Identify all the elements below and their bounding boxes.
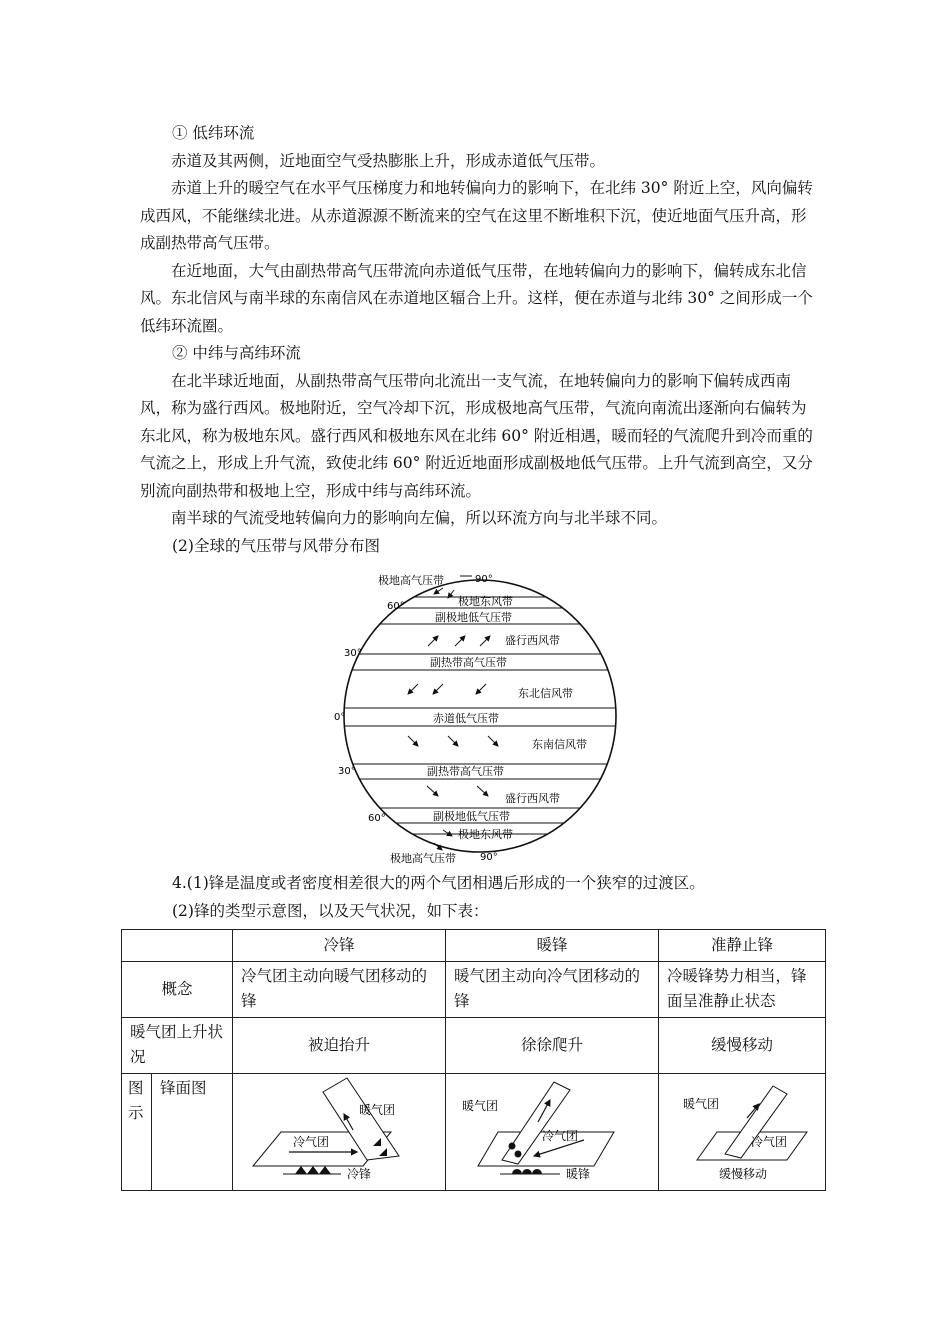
heading-low-latitude: ① 低纬环流 bbox=[172, 124, 255, 142]
paragraph-front-types: (2)锋的类型示意图，以及天气状况，如下表： bbox=[172, 901, 489, 920]
label-polar-high-top: 极地高气压带 bbox=[378, 574, 444, 587]
belt-westerlies-n: 盛行西风带 bbox=[505, 634, 560, 647]
belt-ne-trades: 东北信风带 bbox=[518, 687, 573, 700]
table-header-empty bbox=[122, 930, 233, 962]
belt-westerlies-s: 盛行西风带 bbox=[505, 792, 560, 805]
heading-mid-high-latitude: ② 中纬与高纬环流 bbox=[172, 344, 301, 362]
label-polar-high-bottom: 极地高气压带 bbox=[390, 852, 456, 865]
belt-equatorial-low: 赤道低气压带 bbox=[433, 712, 499, 725]
row-label-front-figure: 锋面图 bbox=[151, 1074, 232, 1191]
section-fronts-intro bbox=[140, 870, 820, 925]
label-lat-30-s: 30° bbox=[338, 766, 356, 777]
paragraph: 南半球的气流受地转偏向力的影响向左偏，所以环流方向与北半球不同。 bbox=[171, 509, 668, 527]
stationary-fig-label: 缓慢移动 bbox=[719, 1167, 768, 1181]
cell-warm-front-figure bbox=[446, 1074, 659, 1191]
cold-front-diagram bbox=[241, 1074, 437, 1182]
warm-fig-cold-mass: 冷气团 bbox=[542, 1129, 579, 1143]
cell-stationary-front-figure bbox=[659, 1074, 826, 1191]
label-lat-30-n: 30° bbox=[344, 648, 362, 659]
cell-cold-front-figure bbox=[233, 1074, 446, 1191]
paragraph: 赤道及其两侧，近地面空气受热膨胀上升，形成赤道低气压带。 bbox=[171, 151, 606, 170]
belt-polar-easterlies-n: 极地东风带 bbox=[458, 595, 513, 608]
cold-fig-front-label: 冷锋 bbox=[347, 1167, 372, 1181]
cell-cold-front-concept: 冷气团主动向暖气团移动的锋 bbox=[233, 962, 446, 1018]
cell-warm-front-rise: 徐徐爬升 bbox=[446, 1018, 659, 1074]
warm-front-diagram bbox=[454, 1074, 650, 1182]
stationary-front-diagram bbox=[667, 1074, 817, 1182]
paragraph-front-definition: 4.(1)锋是温度或者密度相差很大的两个气团相遇后形成的一个狭窄的过渡区。 bbox=[172, 874, 705, 892]
table-header-stationary-front: 准静止锋 bbox=[659, 930, 826, 962]
label-lat-90-top: 90° bbox=[475, 574, 493, 585]
pressure-wind-belts-diagram bbox=[330, 568, 630, 870]
belt-subtropical-high-n: 副热带高气压带 bbox=[430, 656, 507, 669]
warm-fig-front-label: 暖锋 bbox=[566, 1167, 591, 1181]
body-text bbox=[140, 120, 820, 560]
label-lat-60-n: 60° bbox=[387, 601, 405, 612]
stationary-fig-cold-mass: 冷气团 bbox=[751, 1135, 788, 1149]
label-lat-0: 0° bbox=[334, 712, 346, 723]
belt-se-trades: 东南信风带 bbox=[532, 738, 587, 751]
label-lat-90-bottom: 90° bbox=[480, 852, 498, 863]
front-types-table bbox=[121, 929, 826, 1191]
cold-fig-warm-mass: 暖气团 bbox=[359, 1103, 396, 1117]
cell-warm-front-concept: 暖气团主动向冷气团移动的锋 bbox=[446, 962, 659, 1018]
cold-fig-cold-mass: 冷气团 bbox=[293, 1135, 330, 1149]
cell-stationary-front-concept: 冷暖锋势力相当，锋面呈准静止状态 bbox=[659, 962, 826, 1018]
warm-fig-warm-mass: 暖气团 bbox=[462, 1099, 499, 1113]
row-label-warm-rise: 暖气团上升状况 bbox=[122, 1018, 233, 1074]
belt-subpolar-low-s: 副极地低气压带 bbox=[433, 810, 510, 823]
row-label-figure: 图示 bbox=[122, 1074, 152, 1191]
table-header-warm-front: 暖锋 bbox=[446, 930, 659, 962]
table-header-cold-front: 冷锋 bbox=[233, 930, 446, 962]
label-lat-60-s: 60° bbox=[368, 813, 386, 824]
belt-polar-easterlies-s: 极地东风带 bbox=[458, 828, 513, 841]
stationary-fig-warm-mass: 暖气团 bbox=[683, 1097, 720, 1111]
paragraph: 在近地面，大气由副热带高气压带流向赤道低气压带，在地转偏向力的影响下，偏转成东北信风。东北信风与南半球的东南信风在赤道地区辐合上升。这样，便在赤道与北纬 30° 之间形成一个低纬环流圈。 bbox=[140, 261, 813, 335]
paragraph: 赤道上升的暖空气在水平气压梯度力和地转偏向力的影响下，在北纬 30° 附近上空，风向偏转成西风，不能继续北进。从赤道源源不断流来的空气在这里不断堆积下沉，使近地面气压升高，形成副热带高气压带。 bbox=[140, 179, 813, 252]
cell-cold-front-rise: 被迫抬升 bbox=[233, 1018, 446, 1074]
belt-subpolar-low-n: 副极地低气压带 bbox=[435, 611, 512, 624]
heading-pressure-belts-figure: (2)全球的气压带与风带分布图 bbox=[172, 536, 380, 555]
cell-stationary-front-rise: 缓慢移动 bbox=[659, 1018, 826, 1074]
row-label-concept: 概念 bbox=[122, 962, 233, 1018]
belt-subtropical-high-s: 副热带高气压带 bbox=[427, 765, 504, 778]
paragraph: 在北半球近地面，从副热带高气压带向北流出一支气流，在地转偏向力的影响下偏转成西南风，称为盛行西风。极地附近，空气冷却下沉，形成极地高气压带，气流向南流出逐渐向右偏转为东北风，称为极地东风。盛行西风和极地东风在北纬 60° 附近相遇，暖而轻的气流爬升到冷而重的气流之上，形成上升气流，致使北纬 60° 附近近地面形成副极地低气压带。上升气流到高空，又分别流向副热带和极地上空，形成中纬与高纬环流。 bbox=[140, 371, 813, 500]
